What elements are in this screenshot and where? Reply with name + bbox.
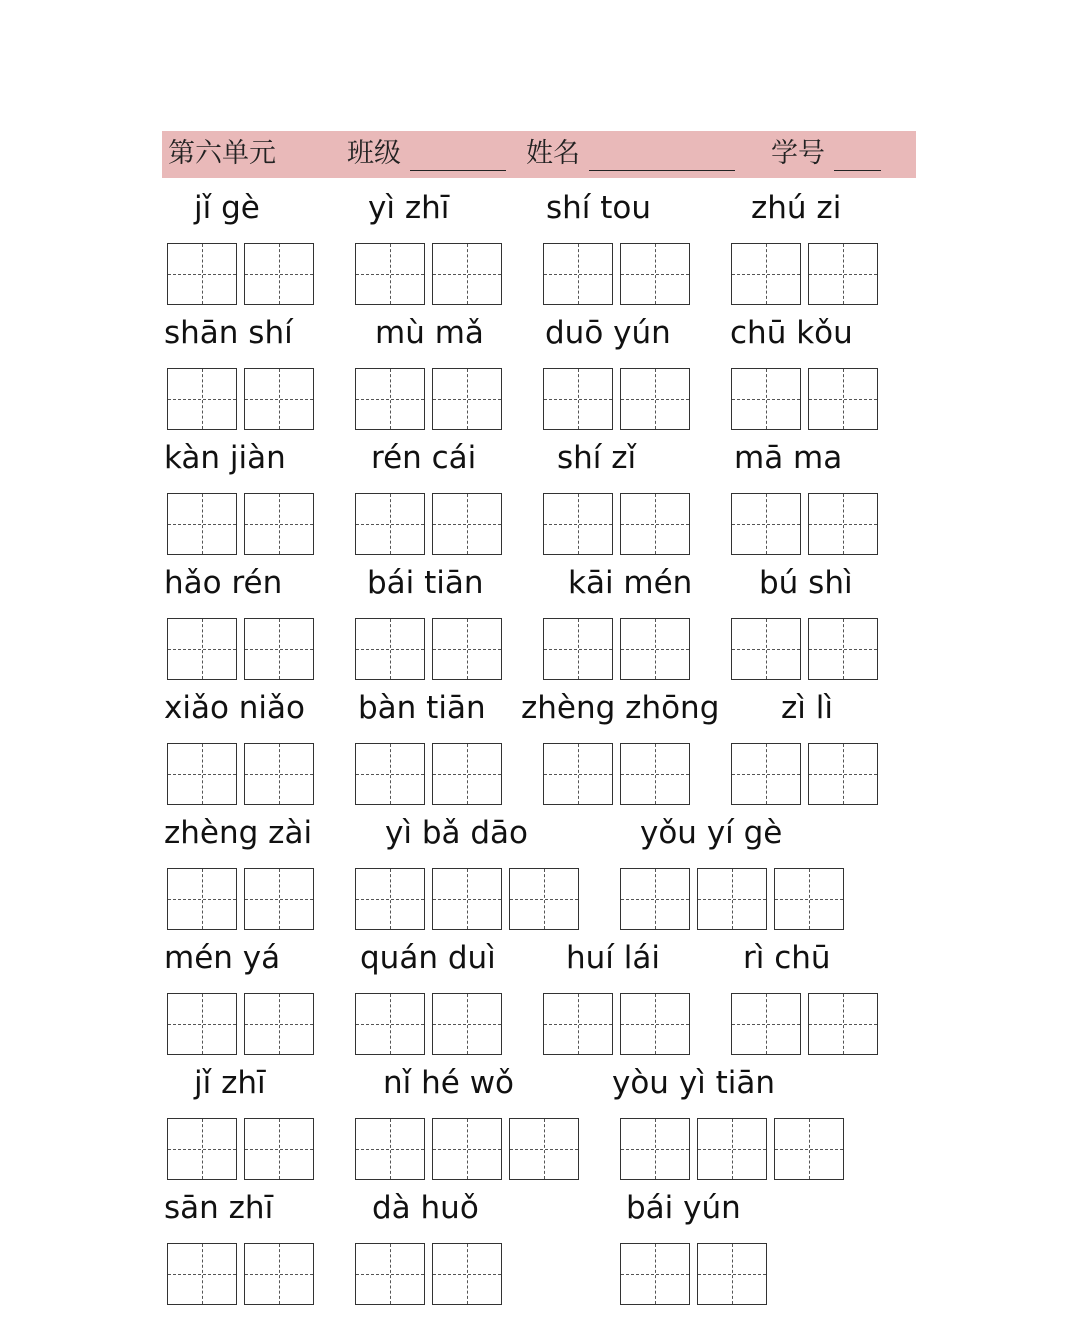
writing-grid-cell[interactable] [244,493,314,555]
pinyin-text: kàn jiàn [164,440,286,476]
writing-grid-cell[interactable] [244,743,314,805]
word-item [164,813,321,938]
pinyin-text: xiǎo niǎo [164,690,305,726]
word-item [620,1188,774,1313]
word-item [731,938,885,1063]
writing-grid-cell[interactable] [167,618,237,680]
writing-grid-cell[interactable] [167,993,237,1055]
word-item [164,688,321,813]
writing-grid-cell[interactable] [432,1118,502,1180]
pinyin-text: yòu yì tiān [612,1065,776,1101]
word-item [731,688,885,813]
writing-grid-cell[interactable] [808,368,878,430]
writing-grid-cell[interactable] [244,993,314,1055]
writing-grid-cell[interactable] [620,743,690,805]
word-item [164,438,321,563]
name-label: 姓名 [526,138,580,169]
word-item [355,188,509,313]
pinyin-text: chū kǒu [730,315,853,351]
word-item [167,1063,321,1188]
word-item [612,1063,851,1188]
pinyin-text: shí zǐ [557,440,637,476]
writing-grid-cell[interactable] [355,993,425,1055]
writing-grid-cell[interactable] [808,493,878,555]
writing-grid-cell[interactable] [432,618,502,680]
writing-grid-cell[interactable] [244,1118,314,1180]
word-item [543,938,697,1063]
word-item [543,188,697,313]
writing-grid-cell[interactable] [620,618,690,680]
writing-grid-cell[interactable] [355,743,425,805]
word-item [543,563,697,688]
pinyin-text: quán duì [360,940,496,976]
writing-grid-cell[interactable] [509,868,579,930]
writing-grid-cell[interactable] [355,243,425,305]
writing-grid-cell[interactable] [355,1118,425,1180]
writing-grid-cell[interactable] [620,1243,690,1305]
pinyin-text: jǐ gè [194,190,260,226]
writing-grid-cell[interactable] [731,743,801,805]
writing-grid-cell[interactable] [543,618,613,680]
writing-grid-cell[interactable] [543,368,613,430]
pinyin-text: yì bǎ dāo [385,815,528,851]
writing-grid-cell[interactable] [355,868,425,930]
pinyin-text: nǐ hé wǒ [383,1065,515,1101]
writing-grid-cell[interactable] [620,368,690,430]
writing-grid-cell[interactable] [355,618,425,680]
name-blank[interactable] [589,170,735,171]
pinyin-text: rén cái [371,440,477,476]
writing-grid-cell[interactable] [244,1243,314,1305]
pinyin-text: zhèng zài [164,815,313,851]
writing-grid-cell[interactable] [620,993,690,1055]
pinyin-text: yì zhī [368,190,450,226]
word-item [731,313,885,438]
word-item [164,938,321,1063]
word-item [164,313,321,438]
pinyin-text: sān zhī [164,1190,274,1226]
writing-grid-cell[interactable] [543,493,613,555]
pinyin-text: kāi mén [568,565,693,601]
word-item [355,813,586,938]
writing-grid-cell[interactable] [432,243,502,305]
writing-grid-cell[interactable] [543,243,613,305]
writing-grid-cell[interactable] [167,243,237,305]
word-item [620,813,851,938]
writing-grid-cell[interactable] [731,993,801,1055]
writing-grid-cell[interactable] [432,368,502,430]
writing-grid-cell[interactable] [808,993,878,1055]
writing-grid-cell[interactable] [697,868,767,930]
writing-grid-cell[interactable] [244,243,314,305]
pinyin-text: bái tiān [367,565,484,601]
word-item [521,688,720,813]
word-item [355,563,509,688]
writing-grid-cell[interactable] [731,243,801,305]
word-item [731,563,885,688]
pinyin-text: rì chū [743,940,831,976]
writing-grid-cell[interactable] [774,1118,844,1180]
pinyin-text: mù mǎ [375,315,484,351]
writing-grid-cell[interactable] [167,868,237,930]
writing-grid-cell[interactable] [167,743,237,805]
writing-grid-cell[interactable] [697,1243,767,1305]
pinyin-text: bú shì [759,565,853,601]
pinyin-text: bàn tiān [358,690,486,726]
writing-grid-cell[interactable] [167,368,237,430]
writing-grid-cell[interactable] [808,618,878,680]
word-item [355,688,509,813]
writing-grid-cell[interactable] [509,1118,579,1180]
pinyin-text: jǐ zhī [194,1065,266,1101]
word-item [164,563,321,688]
writing-grid-cell[interactable] [355,368,425,430]
writing-grid-cell[interactable] [244,368,314,430]
writing-grid-cell[interactable] [620,493,690,555]
word-item [731,188,885,313]
writing-grid-cell[interactable] [731,368,801,430]
pinyin-text: dà huǒ [372,1190,479,1226]
word-item [543,313,697,438]
pinyin-text: zì lì [781,690,833,726]
writing-grid-cell[interactable] [167,1118,237,1180]
pinyin-text: mā ma [734,440,843,476]
unit-title: 第六单元 [168,138,276,169]
class-blank[interactable] [410,170,506,171]
writing-grid-cell[interactable] [731,618,801,680]
word-item [355,938,509,1063]
pinyin-text: bái yún [626,1190,741,1226]
word-item [731,438,885,563]
writing-grid-cell[interactable] [432,743,502,805]
pinyin-text: duō yún [545,315,671,351]
writing-grid-cell[interactable] [432,868,502,930]
writing-grid-cell[interactable] [167,1243,237,1305]
writing-grid-cell[interactable] [543,743,613,805]
writing-grid-cell[interactable] [620,868,690,930]
pinyin-text: shān shí [164,315,293,351]
pinyin-text: mén yá [164,940,281,976]
writing-grid-cell[interactable] [167,493,237,555]
writing-grid-cell[interactable] [808,743,878,805]
writing-grid-cell[interactable] [697,1118,767,1180]
pinyin-text: yǒu yí gè [640,815,783,851]
word-item [355,438,509,563]
writing-grid-cell[interactable] [432,993,502,1055]
writing-grid-cell[interactable] [432,493,502,555]
writing-grid-cell[interactable] [355,1243,425,1305]
writing-grid-cell[interactable] [731,493,801,555]
word-item [355,313,509,438]
class-label: 班级 [347,138,401,169]
writing-grid-cell[interactable] [355,493,425,555]
word-item [167,188,321,313]
word-item [355,1188,509,1313]
number-blank[interactable] [834,170,881,171]
writing-grid-cell[interactable] [620,1118,690,1180]
pinyin-text: shí tou [546,190,652,226]
pinyin-text: zhèng zhōng [521,690,720,726]
writing-grid-cell[interactable] [774,868,844,930]
number-label: 学号 [771,138,825,169]
pinyin-text: hǎo rén [164,565,283,601]
writing-grid-cell[interactable] [244,868,314,930]
writing-grid-cell[interactable] [244,618,314,680]
pinyin-text: huí lái [566,940,660,976]
writing-grid-cell[interactable] [620,243,690,305]
pinyin-text: zhú zi [751,190,842,226]
word-item [164,1188,321,1313]
writing-grid-cell[interactable] [432,1243,502,1305]
writing-grid-cell[interactable] [543,993,613,1055]
word-item [355,1063,586,1188]
writing-grid-cell[interactable] [808,243,878,305]
word-item [543,438,697,563]
